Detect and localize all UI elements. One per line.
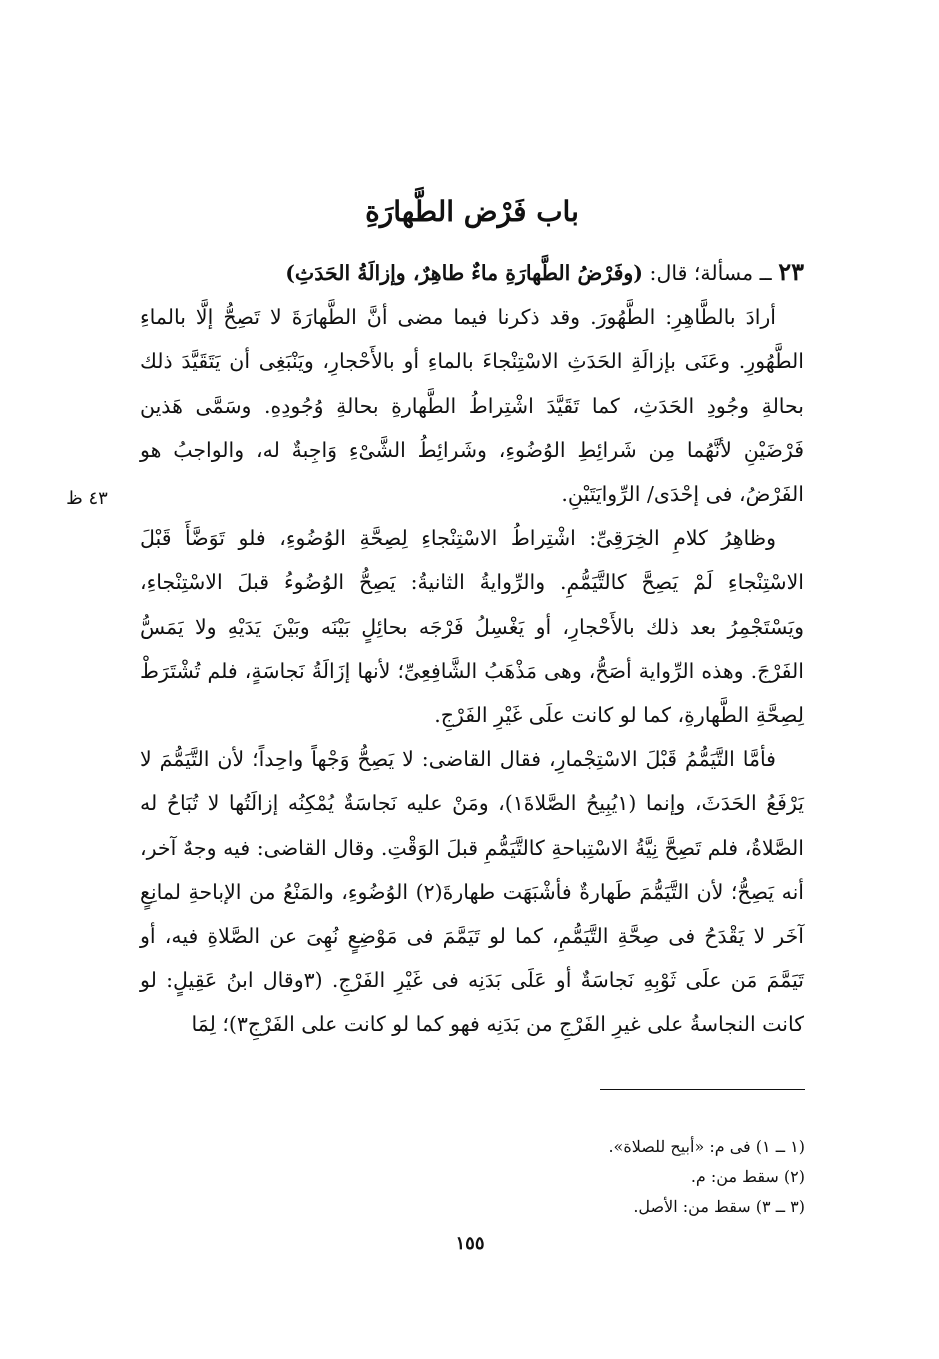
- paragraph-1: أرادَ بالطَّاهِرِ: الطَّهُورَ. وقد ذكرنا فيما مضى أنَّ الطَّهارَةَ لا تَصِحُّ إلَّا بالماءِ الطَّهُورِ. وعَنَى بإزالَةِ الحَدَثِ الاسْتِنْجاءَ بالماءِ أو بالأَحْجارِ، ويَنْبَغِى أن يَتَقَيَّدَ ذلك بحالةِ وجُودِ الحَدَثِ، كما تَقَيَّدَ اشْتِراطُ الطَّهارةِ بحالةِ وُجُودِهِ. وسَمَّى هَذين فَرْضَيْنِ لأنَّهُما مِن شَرائِطِ الوُضُوءِ، وشَرائِطُ الشَّىْءِ وَاجِبةٌ له، والواجبُ هو الفَرْضُ، فى إحْدَى/ الرِّوايَتَيْنِ.: [140, 305, 804, 507]
- chapter-heading: باب فَرْض الطَّهارَةِ: [365, 195, 579, 228]
- issue-line: [140, 250, 804, 295]
- footnotes: [400, 1132, 805, 1222]
- issue-number: ٢٣: [778, 257, 804, 286]
- footnote-1: (١ ــ ١) فى م: «أبيح للصلاة».: [608, 1137, 805, 1156]
- paragraph-2: وظاهِرُ كلامِ الخِرَقِىِّ: اشْتِراطُ الاسْتِنْجاءِ لِصِحَّةِ الوُضُوءِ، فلو تَوَضَّأَ قَبْلَ الاسْتِنْجاءِ لَمْ يَصِحَّ كالتَّيَمُّمِ. والرِّوايةُ الثانيةُ: يَصِحُّ الوُضُوءُ قبلَ الاسْتِنْجاءِ، ويَسْتَجْمِرُ بعد ذلك بالأَحْجارِ، أو يَغْسِلُ فَرْجَه بحائِلٍ بَيْنَه وبَيْنَ يَدَيْهِ ولا يَمَسُّ الفَرْجَ. وهذه الرِّواية أصَحُّ، وهى مَذْهَبُ الشَّافِعِىِّ؛ لأنها إزَالَةُ نَجاسَةٍ، فلم تُشْتَرَطْ لِصِحَّةِ الطَّهارةِ، كما لو كانت علَى غَيْرِ الفَرْجِ.: [140, 526, 804, 728]
- main-text: [140, 250, 804, 1047]
- issue-intro: ــ مسألة؛ قال:: [643, 261, 779, 285]
- issue-quote: (وفَرْضُ الطَّهارَةِ ماءٌ طاهِرٌ، وإزالَةُ الحَدَثِ): [285, 261, 644, 285]
- footnote-2: (٢) سقط من: م.: [690, 1167, 805, 1186]
- footnote-3: (٣ ــ ٣) سقط من: الأصل.: [633, 1197, 805, 1216]
- page-number: ١٥٥: [455, 1233, 485, 1254]
- manuscript-folio-marker: ٤٣ ظ: [66, 488, 108, 509]
- footnote-divider: [600, 1089, 805, 1090]
- paragraph-3: فأمَّا التَّيَمُّمُ قَبْلَ الاسْتِجْمارِ، فقال القاضى: لا يَصِحُّ وَجْهاً واحِداً؛ لأن التَّيَمُّمَ لا يَرْفَعُ الحَدَثَ، وإنما (١يُبِيحُ الصَّلاةَ١)، ومَنْ عليه نَجاسَةٌ يُمْكِنُه إزالَتُها لا تُبَاحُ له الصَّلاةُ، فلم تَصِحَّ نِيَّةُ الاسْتِباحةِ كالتَّيَمُّمِ قبلَ الوَقْتِ. وقال القاضى: فيه وجهٌ آخر، أنه يَصِحُّ؛ لأن التَّيَمُّمَ طَهارةٌ فأشْبَهَت طهارةَ(٢) الوُضُوءِ، والمَنْعُ من الإباحةِ لمانِعٍ آخَر لا يَقْدَحُ فى صِحَّةِ التَّيَمُّمِ، كما لو تَيَمَّمَ فى مَوْضِعٍ نُهِىَ عن الصَّلاةِ فيه، أو تَيَمَّمَ مَن علَى ثَوْبِهِ نَجاسَةٌ أو عَلَى بَدَنِه فى غَيْرِ الفَرْجِ. (٣وقال ابنُ عَقِيلٍ: لو كانت النجاسةُ على غيرِ الفَرْجِ من بَدَنِه فهو كما لو كانت على الفَرْجِ٣)؛ لِمَا: [140, 747, 804, 1037]
